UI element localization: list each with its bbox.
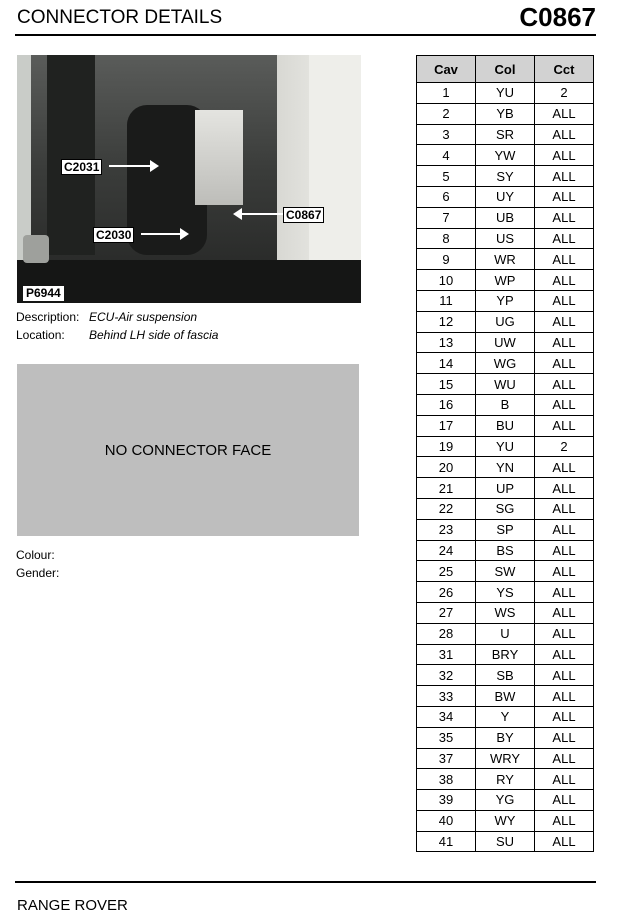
circuit-cell: ALL — [535, 686, 594, 707]
circuit-cell: ALL — [535, 207, 594, 228]
table-row — [417, 644, 594, 665]
colour-cell: WS — [476, 602, 535, 623]
table-row — [417, 228, 594, 249]
colour-cell: YW — [476, 145, 535, 166]
colour-cell: YS — [476, 582, 535, 603]
table-row — [417, 186, 594, 207]
table-row — [417, 748, 594, 769]
colour-cell: SG — [476, 498, 535, 519]
colour-cell: BU — [476, 415, 535, 436]
colour-cell: SY — [476, 166, 535, 187]
cavity-cell: 7 — [417, 207, 476, 228]
circuit-cell: ALL — [535, 644, 594, 665]
colour-cell: Y — [476, 706, 535, 727]
circuit-cell: ALL — [535, 394, 594, 415]
colour-cell: YU — [476, 83, 535, 104]
colour-label: Colour: — [16, 548, 55, 562]
circuit-cell: ALL — [535, 623, 594, 644]
cavity-cell: 11 — [417, 290, 476, 311]
circuit-cell: ALL — [535, 166, 594, 187]
colour-cell: SR — [476, 124, 535, 145]
table-header-row — [417, 56, 594, 83]
header-divider — [15, 34, 596, 36]
circuit-cell: ALL — [535, 498, 594, 519]
circuit-cell: ALL — [535, 727, 594, 748]
colour-cell: SP — [476, 519, 535, 540]
table-row — [417, 83, 594, 104]
page-title: CONNECTOR DETAILS — [17, 7, 223, 28]
cavity-cell: 9 — [417, 249, 476, 270]
table-row — [417, 561, 594, 582]
footer-divider — [15, 881, 596, 883]
colour-cell: YU — [476, 436, 535, 457]
connector-code: C0867 — [519, 2, 596, 32]
colour-cell: UB — [476, 207, 535, 228]
colour-cell: SU — [476, 831, 535, 852]
colour-cell: WP — [476, 270, 535, 291]
table-row — [417, 478, 594, 499]
table-row — [417, 582, 594, 603]
location-row — [16, 326, 219, 344]
circuit-cell: ALL — [535, 103, 594, 124]
colour-cell: U — [476, 623, 535, 644]
table-row — [417, 436, 594, 457]
circuit-cell: ALL — [535, 582, 594, 603]
table-row — [417, 145, 594, 166]
table-row — [417, 706, 594, 727]
cavity-cell: 8 — [417, 228, 476, 249]
table-row — [417, 831, 594, 852]
cavity-cell: 12 — [417, 311, 476, 332]
gender-label: Gender: — [16, 566, 60, 580]
colour-cell: YB — [476, 103, 535, 124]
table-row — [417, 394, 594, 415]
description-row — [16, 308, 198, 326]
cavity-cell: 17 — [417, 415, 476, 436]
colour-cell: BW — [476, 686, 535, 707]
cavity-cell: 19 — [417, 436, 476, 457]
colour-cell: WRY — [476, 748, 535, 769]
colour-cell: BY — [476, 727, 535, 748]
cavity-cell: 39 — [417, 790, 476, 811]
circuit-cell: ALL — [535, 602, 594, 623]
table-row — [417, 498, 594, 519]
circuit-cell: ALL — [535, 353, 594, 374]
arrow-c0867 — [241, 213, 283, 215]
table-row — [417, 290, 594, 311]
colour-cell: US — [476, 228, 535, 249]
cavity-cell: 10 — [417, 270, 476, 291]
cavity-cell: 38 — [417, 769, 476, 790]
table-row — [417, 103, 594, 124]
table-row — [417, 519, 594, 540]
table-row — [417, 166, 594, 187]
table-row — [417, 311, 594, 332]
cavity-cell: 1 — [417, 83, 476, 104]
cavity-cell: 33 — [417, 686, 476, 707]
cavity-cell: 5 — [417, 166, 476, 187]
table-row — [417, 665, 594, 686]
cavity-cell: 31 — [417, 644, 476, 665]
cavity-cell: 34 — [417, 706, 476, 727]
circuit-cell: ALL — [535, 810, 594, 831]
circuit-cell: ALL — [535, 831, 594, 852]
circuit-cell: ALL — [535, 374, 594, 395]
description-value: ECU-Air suspension — [89, 310, 198, 324]
colour-cell: BS — [476, 540, 535, 561]
callout-c0867: C0867 — [283, 207, 324, 223]
cavity-cell: 24 — [417, 540, 476, 561]
cavity-cell: 41 — [417, 831, 476, 852]
table-row — [417, 249, 594, 270]
colour-cell: SB — [476, 665, 535, 686]
circuit-cell: ALL — [535, 769, 594, 790]
table-row — [417, 686, 594, 707]
location-label: Location: — [16, 328, 65, 342]
header-col: Col — [476, 56, 535, 83]
table-row — [417, 623, 594, 644]
circuit-cell: ALL — [535, 290, 594, 311]
cavity-cell: 15 — [417, 374, 476, 395]
cavity-cell: 21 — [417, 478, 476, 499]
table-row — [417, 540, 594, 561]
colour-cell: WR — [476, 249, 535, 270]
cavity-cell: 25 — [417, 561, 476, 582]
cavity-cell: 35 — [417, 727, 476, 748]
cavity-cell: 23 — [417, 519, 476, 540]
circuit-cell: 2 — [535, 83, 594, 104]
photo-id: P6944 — [23, 286, 64, 301]
circuit-cell: ALL — [535, 186, 594, 207]
footer-label: RANGE ROVER — [17, 897, 128, 914]
cavity-cell: 28 — [417, 623, 476, 644]
cavity-cell: 16 — [417, 394, 476, 415]
cavity-cell: 26 — [417, 582, 476, 603]
circuit-cell: ALL — [535, 311, 594, 332]
circuit-cell: ALL — [535, 270, 594, 291]
colour-cell: YG — [476, 790, 535, 811]
circuit-cell: ALL — [535, 665, 594, 686]
colour-cell: WG — [476, 353, 535, 374]
table-row — [417, 124, 594, 145]
colour-cell: YN — [476, 457, 535, 478]
cavity-cell: 27 — [417, 602, 476, 623]
table-row — [417, 457, 594, 478]
circuit-cell: ALL — [535, 145, 594, 166]
circuit-cell: ALL — [535, 249, 594, 270]
colour-cell: SW — [476, 561, 535, 582]
description-label: Description: — [16, 310, 80, 324]
circuit-cell: ALL — [535, 415, 594, 436]
circuit-cell: ALL — [535, 540, 594, 561]
table-row — [417, 332, 594, 353]
cavity-cell: 13 — [417, 332, 476, 353]
circuit-cell: 2 — [535, 436, 594, 457]
table-row — [417, 374, 594, 395]
table-row — [417, 270, 594, 291]
table-row — [417, 769, 594, 790]
circuit-cell: ALL — [535, 748, 594, 769]
cavity-cell: 40 — [417, 810, 476, 831]
pin-table — [416, 55, 594, 852]
circuit-cell: ALL — [535, 478, 594, 499]
connector-face-text: NO CONNECTOR FACE — [104, 441, 272, 459]
callout-c2030: C2030 — [93, 227, 134, 243]
location-value: Behind LH side of fascia — [89, 328, 219, 342]
colour-cell: WY — [476, 810, 535, 831]
circuit-cell: ALL — [535, 228, 594, 249]
table-row — [417, 353, 594, 374]
cavity-cell: 20 — [417, 457, 476, 478]
circuit-cell: ALL — [535, 519, 594, 540]
colour-cell: WU — [476, 374, 535, 395]
colour-row — [16, 546, 55, 564]
table-row — [417, 602, 594, 623]
colour-cell: UP — [476, 478, 535, 499]
circuit-cell: ALL — [535, 790, 594, 811]
location-photo — [17, 55, 361, 303]
cavity-cell: 22 — [417, 498, 476, 519]
cavity-cell: 32 — [417, 665, 476, 686]
header-cav: Cav — [417, 56, 476, 83]
colour-cell: BRY — [476, 644, 535, 665]
colour-cell: B — [476, 394, 535, 415]
cavity-cell: 4 — [417, 145, 476, 166]
circuit-cell: ALL — [535, 457, 594, 478]
cavity-cell: 6 — [417, 186, 476, 207]
arrow-c2031 — [109, 165, 151, 167]
cavity-cell: 37 — [417, 748, 476, 769]
table-row — [417, 415, 594, 436]
table-row — [417, 727, 594, 748]
callout-c2031: C2031 — [61, 159, 102, 175]
cavity-cell: 14 — [417, 353, 476, 374]
circuit-cell: ALL — [535, 124, 594, 145]
arrow-c2030 — [141, 233, 181, 235]
circuit-cell: ALL — [535, 561, 594, 582]
colour-cell: UY — [476, 186, 535, 207]
colour-cell: YP — [476, 290, 535, 311]
connector-face-placeholder — [17, 364, 359, 536]
table-row — [417, 810, 594, 831]
colour-cell: RY — [476, 769, 535, 790]
table-row — [417, 207, 594, 228]
colour-cell: UG — [476, 311, 535, 332]
circuit-cell: ALL — [535, 332, 594, 353]
header-cct: Cct — [535, 56, 594, 83]
table-row — [417, 790, 594, 811]
cavity-cell: 2 — [417, 103, 476, 124]
colour-cell: UW — [476, 332, 535, 353]
circuit-cell: ALL — [535, 706, 594, 727]
gender-row — [16, 564, 59, 582]
cavity-cell: 3 — [417, 124, 476, 145]
